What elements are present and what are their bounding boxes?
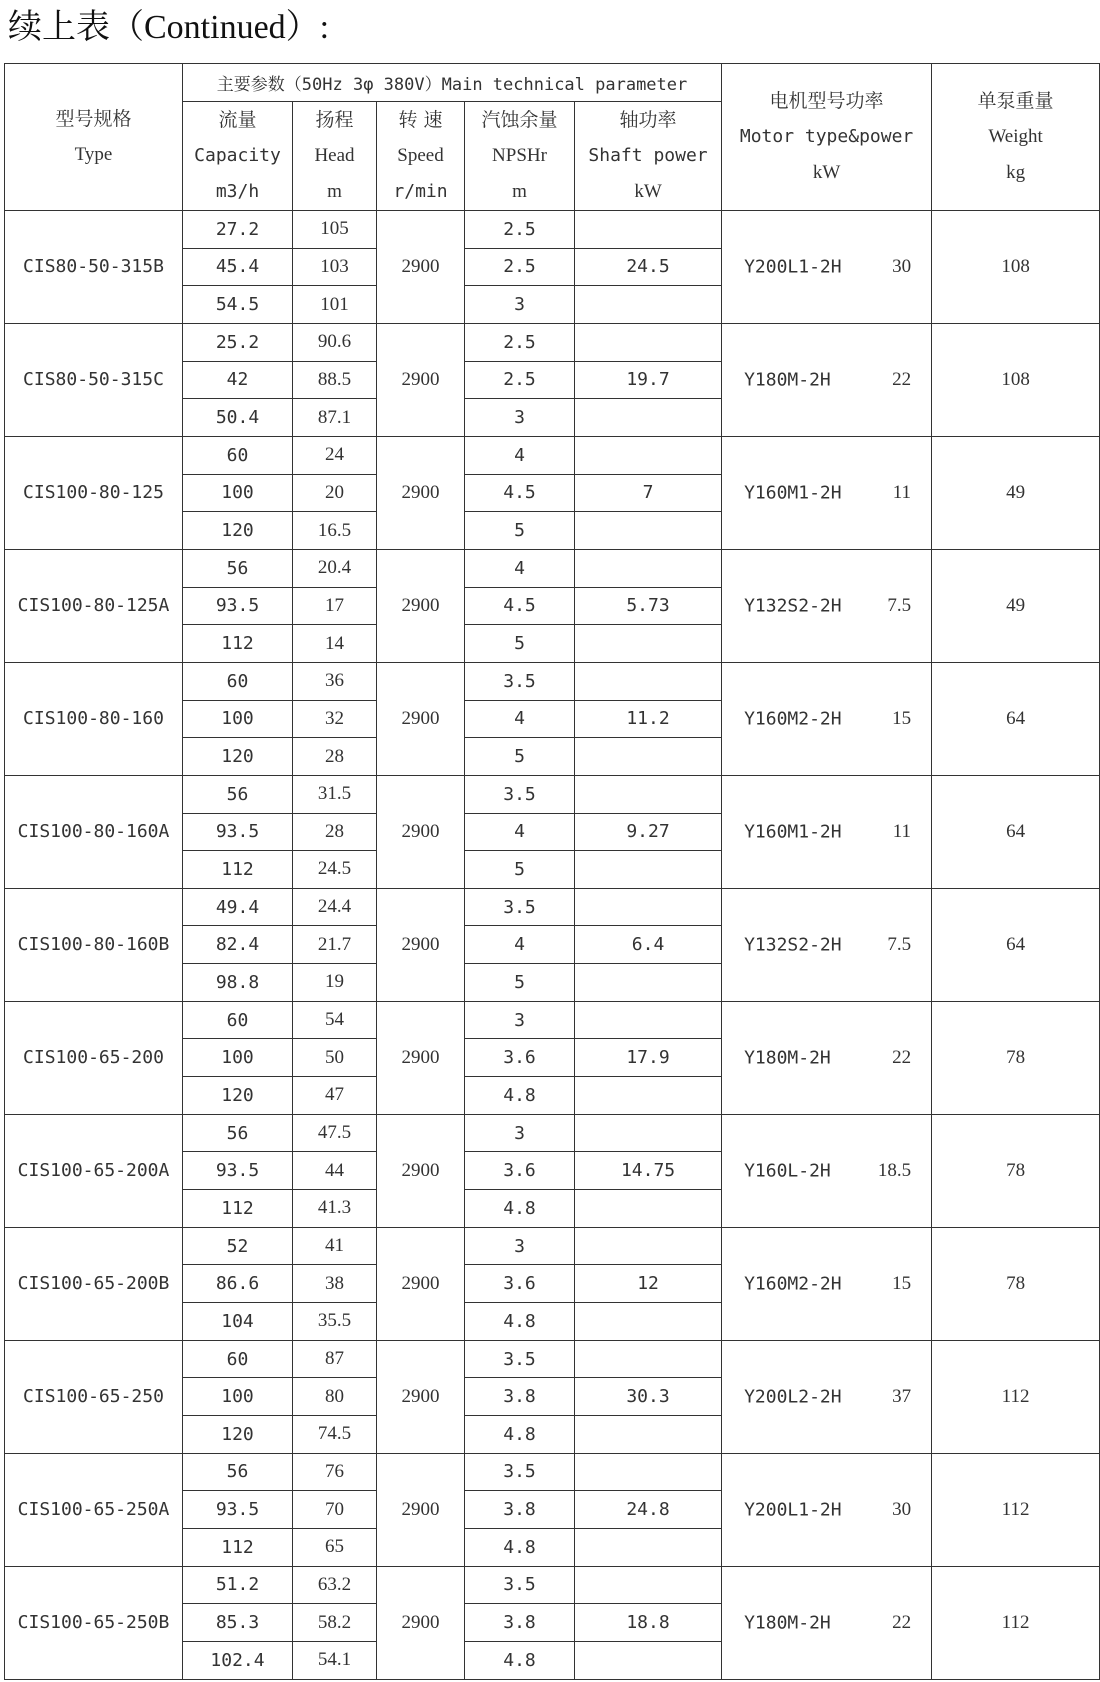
cell-motor	[722, 1114, 932, 1227]
cell-shaft-power: 12	[575, 1265, 722, 1303]
cell-motor	[722, 436, 932, 549]
cell-head: 76	[293, 1453, 377, 1491]
cell-shaft-power-empty	[575, 662, 722, 700]
header-head-en: Head	[314, 145, 355, 166]
cell-weight: 78	[932, 1114, 1100, 1227]
table-row	[5, 888, 1100, 926]
cell-shaft-power-empty	[575, 1340, 722, 1378]
cell-npshr: 3.5	[465, 662, 575, 700]
cell-speed: 2900	[377, 1227, 465, 1340]
cell-capacity: 60	[183, 662, 293, 700]
cell-shaft-power-empty	[575, 1190, 722, 1228]
cell-npshr: 3.8	[465, 1604, 575, 1642]
cell-shaft-power-empty	[575, 436, 722, 474]
cell-motor	[722, 549, 932, 662]
header-npshr-en: NPSHr	[492, 145, 547, 166]
cell-capacity: 112	[183, 851, 293, 889]
motor-type: Y180M-2H	[744, 1047, 831, 1069]
cell-speed: 2900	[377, 323, 465, 436]
header-speed	[377, 102, 465, 211]
cell-type: CIS100-80-125A	[5, 549, 183, 662]
header-motor-en: Motor type&power	[739, 126, 914, 147]
header-head-unit: m	[327, 181, 342, 202]
cell-shaft-power-empty	[575, 1453, 722, 1491]
cell-capacity: 98.8	[183, 964, 293, 1002]
cell-shaft-power: 18.8	[575, 1604, 722, 1642]
cell-head: 32	[293, 700, 377, 738]
cell-head: 74.5	[293, 1416, 377, 1454]
cell-capacity: 102.4	[183, 1641, 293, 1679]
header-motor-unit: kW	[812, 162, 841, 183]
cell-capacity: 56	[183, 549, 293, 587]
cell-motor	[722, 1001, 932, 1114]
header-capacity-unit: m3/h	[215, 181, 260, 202]
cell-capacity: 51.2	[183, 1566, 293, 1604]
cell-head: 21.7	[293, 926, 377, 964]
cell-shaft-power-empty	[575, 888, 722, 926]
cell-npshr: 4.8	[465, 1303, 575, 1341]
cell-shaft-power-empty	[575, 286, 722, 324]
cell-shaft-power: 11.2	[575, 700, 722, 738]
header-head-cn: 扬程	[315, 109, 354, 131]
cell-capacity: 120	[183, 1077, 293, 1115]
cell-motor	[722, 323, 932, 436]
table-row	[5, 662, 1100, 700]
cell-npshr: 3	[465, 1114, 575, 1152]
header-type-cn: 型号规格	[55, 108, 132, 130]
cell-npshr: 2.5	[465, 248, 575, 286]
cell-capacity: 56	[183, 1114, 293, 1152]
cell-capacity: 100	[183, 1039, 293, 1077]
motor-power: 22	[892, 1046, 912, 1068]
motor-type: Y132S2-2H	[744, 595, 842, 617]
cell-npshr: 3	[465, 1001, 575, 1039]
cell-shaft-power: 7	[575, 474, 722, 512]
header-type	[5, 64, 183, 211]
cell-shaft-power-empty	[575, 1303, 722, 1341]
cell-motor	[722, 1566, 932, 1679]
cell-type: CIS100-80-160A	[5, 775, 183, 888]
cell-head: 20.4	[293, 549, 377, 587]
cell-shaft-power: 24.8	[575, 1491, 722, 1529]
cell-speed: 2900	[377, 1566, 465, 1679]
cell-head: 50	[293, 1039, 377, 1077]
cell-type: CIS100-80-125	[5, 436, 183, 549]
cell-npshr: 5	[465, 512, 575, 550]
cell-type: CIS100-65-200A	[5, 1114, 183, 1227]
cell-npshr: 3	[465, 1227, 575, 1265]
cell-head: 54	[293, 1001, 377, 1039]
cell-capacity: 112	[183, 1528, 293, 1566]
cell-shaft-power: 9.27	[575, 813, 722, 851]
cell-type: CIS100-65-250B	[5, 1566, 183, 1679]
cell-npshr: 3.6	[465, 1039, 575, 1077]
cell-weight: 78	[932, 1227, 1100, 1340]
motor-power: 22	[892, 1611, 912, 1633]
cell-head: 38	[293, 1265, 377, 1303]
cell-capacity: 60	[183, 1340, 293, 1378]
motor-type: Y160M2-2H	[744, 708, 842, 730]
cell-npshr: 4	[465, 813, 575, 851]
cell-capacity: 93.5	[183, 813, 293, 851]
cell-npshr: 3.6	[465, 1265, 575, 1303]
table-row	[5, 1114, 1100, 1152]
cell-npshr: 5	[465, 738, 575, 776]
cell-npshr: 2.5	[465, 323, 575, 361]
cell-head: 19	[293, 964, 377, 1002]
cell-capacity: 86.6	[183, 1265, 293, 1303]
cell-capacity: 82.4	[183, 926, 293, 964]
header-npshr	[465, 102, 575, 211]
cell-shaft-power: 17.9	[575, 1039, 722, 1077]
cell-npshr: 3.5	[465, 1566, 575, 1604]
cell-capacity: 93.5	[183, 1152, 293, 1190]
cell-speed: 2900	[377, 1340, 465, 1453]
cell-npshr: 5	[465, 851, 575, 889]
cell-weight: 64	[932, 662, 1100, 775]
header-head	[293, 102, 377, 211]
cell-shaft-power-empty	[575, 549, 722, 587]
cell-shaft-power-empty	[575, 211, 722, 249]
motor-type: Y200L2-2H	[744, 1386, 842, 1408]
cell-shaft-power-empty	[575, 1566, 722, 1604]
cell-type: CIS100-80-160B	[5, 888, 183, 1001]
cell-npshr: 4.8	[465, 1416, 575, 1454]
header-motor	[722, 64, 932, 211]
table-row	[5, 1001, 1100, 1039]
cell-head: 24	[293, 436, 377, 474]
cell-weight: 112	[932, 1453, 1100, 1566]
cell-npshr: 3.8	[465, 1378, 575, 1416]
cell-weight: 108	[932, 211, 1100, 324]
cell-weight: 64	[932, 888, 1100, 1001]
cell-shaft-power: 24.5	[575, 248, 722, 286]
cell-capacity: 27.2	[183, 211, 293, 249]
cell-speed: 2900	[377, 1001, 465, 1114]
motor-type: Y200L1-2H	[744, 256, 842, 278]
header-shaft-power-en: Shaft power	[588, 145, 708, 166]
cell-motor	[722, 1227, 932, 1340]
cell-shaft-power-empty	[575, 964, 722, 1002]
cell-motor	[722, 211, 932, 324]
cell-shaft-power: 30.3	[575, 1378, 722, 1416]
cell-capacity: 42	[183, 361, 293, 399]
cell-head: 35.5	[293, 1303, 377, 1341]
cell-npshr: 5	[465, 964, 575, 1002]
cell-head: 24.5	[293, 851, 377, 889]
cell-npshr: 4	[465, 436, 575, 474]
cell-head: 54.1	[293, 1641, 377, 1679]
cell-weight: 112	[932, 1566, 1100, 1679]
cell-capacity: 60	[183, 1001, 293, 1039]
cell-head: 87	[293, 1340, 377, 1378]
motor-power: 7.5	[887, 933, 912, 955]
cell-npshr: 3.5	[465, 1453, 575, 1491]
cell-shaft-power-empty	[575, 775, 722, 813]
cell-head: 31.5	[293, 775, 377, 813]
header-group-label: 主要参数（50Hz 3φ 380V）Main technical parameter	[183, 64, 722, 102]
cell-capacity: 120	[183, 738, 293, 776]
cell-capacity: 112	[183, 1190, 293, 1228]
cell-capacity: 120	[183, 512, 293, 550]
cell-shaft-power-empty	[575, 1528, 722, 1566]
motor-power: 11	[892, 820, 912, 842]
motor-power: 15	[892, 707, 912, 729]
cell-capacity: 49.4	[183, 888, 293, 926]
cell-head: 47	[293, 1077, 377, 1115]
cell-npshr: 4.5	[465, 587, 575, 625]
cell-npshr: 4.5	[465, 474, 575, 512]
cell-npshr: 4.8	[465, 1190, 575, 1228]
cell-head: 103	[293, 248, 377, 286]
cell-speed: 2900	[377, 775, 465, 888]
cell-capacity: 104	[183, 1303, 293, 1341]
motor-type: Y160M1-2H	[744, 821, 842, 843]
cell-npshr: 3	[465, 399, 575, 437]
cell-npshr: 4.8	[465, 1641, 575, 1679]
cell-type: CIS100-65-200	[5, 1001, 183, 1114]
cell-shaft-power: 19.7	[575, 361, 722, 399]
cell-speed: 2900	[377, 436, 465, 549]
cell-shaft-power-empty	[575, 1077, 722, 1115]
motor-type: Y160L-2H	[744, 1160, 831, 1182]
header-capacity-en: Capacity	[194, 145, 281, 166]
motor-type: Y180M-2H	[744, 369, 831, 391]
cell-type: CIS100-80-160	[5, 662, 183, 775]
cell-shaft-power: 5.73	[575, 587, 722, 625]
header-shaft-power-cn: 轴功率	[619, 109, 677, 131]
motor-power: 37	[892, 1385, 912, 1407]
cell-capacity: 93.5	[183, 1491, 293, 1529]
cell-shaft-power: 6.4	[575, 926, 722, 964]
header-weight-unit: kg	[1006, 162, 1026, 183]
cell-capacity: 54.5	[183, 286, 293, 324]
cell-type: CIS100-65-200B	[5, 1227, 183, 1340]
cell-shaft-power-empty	[575, 1641, 722, 1679]
motor-power: 30	[892, 1498, 912, 1520]
table-row	[5, 323, 1100, 361]
cell-head: 28	[293, 813, 377, 851]
cell-head: 41.3	[293, 1190, 377, 1228]
cell-capacity: 120	[183, 1416, 293, 1454]
cell-head: 36	[293, 662, 377, 700]
cell-head: 44	[293, 1152, 377, 1190]
cell-head: 17	[293, 587, 377, 625]
cell-weight: 64	[932, 775, 1100, 888]
table-row	[5, 1453, 1100, 1491]
header-weight-cn: 单泵重量	[977, 90, 1054, 112]
cell-shaft-power-empty	[575, 851, 722, 889]
cell-motor	[722, 775, 932, 888]
header-shaft-power-unit: kW	[634, 181, 662, 202]
header-npshr-cn: 汽蚀余量	[481, 109, 558, 131]
cell-weight: 49	[932, 549, 1100, 662]
parameter-table	[4, 63, 1100, 1680]
motor-type: Y160M1-2H	[744, 482, 842, 504]
cell-capacity: 50.4	[183, 399, 293, 437]
cell-head: 63.2	[293, 1566, 377, 1604]
cell-npshr: 2.5	[465, 211, 575, 249]
cell-npshr: 2.5	[465, 361, 575, 399]
cell-capacity: 112	[183, 625, 293, 663]
cell-npshr: 3.5	[465, 775, 575, 813]
header-weight	[932, 64, 1100, 211]
table-row	[5, 1227, 1100, 1265]
cell-head: 90.6	[293, 323, 377, 361]
cell-npshr: 4	[465, 549, 575, 587]
cell-head: 80	[293, 1378, 377, 1416]
cell-npshr: 3.5	[465, 888, 575, 926]
header-speed-en: Speed	[397, 145, 444, 166]
table-row	[5, 775, 1100, 813]
motor-power: 18.5	[877, 1159, 912, 1181]
cell-capacity: 100	[183, 1378, 293, 1416]
cell-capacity: 100	[183, 474, 293, 512]
cell-head: 47.5	[293, 1114, 377, 1152]
cell-speed: 2900	[377, 888, 465, 1001]
cell-capacity: 56	[183, 775, 293, 813]
cell-npshr: 3.5	[465, 1340, 575, 1378]
cell-speed: 2900	[377, 1114, 465, 1227]
header-type-en: Type	[74, 144, 113, 165]
table-row	[5, 1566, 1100, 1604]
cell-type: CIS80-50-315C	[5, 323, 183, 436]
motor-type: Y132S2-2H	[744, 934, 842, 956]
cell-head: 105	[293, 211, 377, 249]
cell-speed: 2900	[377, 549, 465, 662]
cell-capacity: 45.4	[183, 248, 293, 286]
cell-head: 101	[293, 286, 377, 324]
cell-speed: 2900	[377, 662, 465, 775]
table-row	[5, 211, 1100, 249]
cell-head: 87.1	[293, 399, 377, 437]
cell-npshr: 3.8	[465, 1491, 575, 1529]
cell-weight: 49	[932, 436, 1100, 549]
cell-motor	[722, 662, 932, 775]
header-npshr-unit: m	[512, 181, 527, 202]
cell-type: CIS100-65-250A	[5, 1453, 183, 1566]
cell-shaft-power-empty	[575, 399, 722, 437]
cell-shaft-power-empty	[575, 1227, 722, 1265]
cell-motor	[722, 1340, 932, 1453]
cell-shaft-power: 14.75	[575, 1152, 722, 1190]
cell-head: 58.2	[293, 1604, 377, 1642]
cell-shaft-power-empty	[575, 1416, 722, 1454]
cell-shaft-power-empty	[575, 1114, 722, 1152]
cell-speed: 2900	[377, 211, 465, 324]
cell-head: 14	[293, 625, 377, 663]
page-title: 续上表（Continued）:	[8, 9, 330, 46]
cell-head: 16.5	[293, 512, 377, 550]
cell-head: 20	[293, 474, 377, 512]
cell-capacity: 52	[183, 1227, 293, 1265]
cell-npshr: 3	[465, 286, 575, 324]
motor-type: Y200L1-2H	[744, 1499, 842, 1521]
header-motor-cn: 电机型号功率	[769, 90, 884, 112]
cell-speed: 2900	[377, 1453, 465, 1566]
cell-head: 41	[293, 1227, 377, 1265]
table-row	[5, 436, 1100, 474]
table-row	[5, 1340, 1100, 1378]
cell-capacity: 25.2	[183, 323, 293, 361]
cell-shaft-power-empty	[575, 512, 722, 550]
cell-motor	[722, 888, 932, 1001]
motor-power: 22	[892, 368, 912, 390]
table-body	[5, 211, 1100, 1680]
cell-npshr: 4.8	[465, 1077, 575, 1115]
cell-npshr: 3.6	[465, 1152, 575, 1190]
header-weight-en: Weight	[988, 126, 1043, 147]
motor-power: 7.5	[887, 594, 912, 616]
cell-capacity: 60	[183, 436, 293, 474]
cell-head: 65	[293, 1528, 377, 1566]
cell-weight: 112	[932, 1340, 1100, 1453]
cell-npshr: 4	[465, 926, 575, 964]
cell-capacity: 100	[183, 700, 293, 738]
cell-type: CIS100-65-250	[5, 1340, 183, 1453]
motor-type: Y180M-2H	[744, 1612, 831, 1634]
motor-power: 30	[892, 255, 912, 277]
cell-weight: 108	[932, 323, 1100, 436]
header-capacity	[183, 102, 293, 211]
cell-npshr: 4	[465, 700, 575, 738]
cell-shaft-power-empty	[575, 323, 722, 361]
header-shaft-power	[575, 102, 722, 211]
cell-capacity: 85.3	[183, 1604, 293, 1642]
cell-npshr: 4.8	[465, 1528, 575, 1566]
cell-weight: 78	[932, 1001, 1100, 1114]
motor-type: Y160M2-2H	[744, 1273, 842, 1295]
cell-npshr: 5	[465, 625, 575, 663]
motor-power: 15	[892, 1272, 912, 1294]
cell-shaft-power-empty	[575, 738, 722, 776]
cell-capacity: 56	[183, 1453, 293, 1491]
cell-head: 88.5	[293, 361, 377, 399]
cell-shaft-power-empty	[575, 1001, 722, 1039]
motor-power: 11	[892, 481, 912, 503]
cell-head: 70	[293, 1491, 377, 1529]
header-capacity-cn: 流量	[218, 109, 257, 131]
cell-type: CIS80-50-315B	[5, 211, 183, 324]
cell-capacity: 93.5	[183, 587, 293, 625]
cell-head: 24.4	[293, 888, 377, 926]
cell-motor	[722, 1453, 932, 1566]
header-speed-cn: 转 速	[398, 109, 443, 131]
table-row	[5, 549, 1100, 587]
cell-head: 28	[293, 738, 377, 776]
cell-shaft-power-empty	[575, 625, 722, 663]
header-speed-unit: r/min	[393, 181, 448, 202]
